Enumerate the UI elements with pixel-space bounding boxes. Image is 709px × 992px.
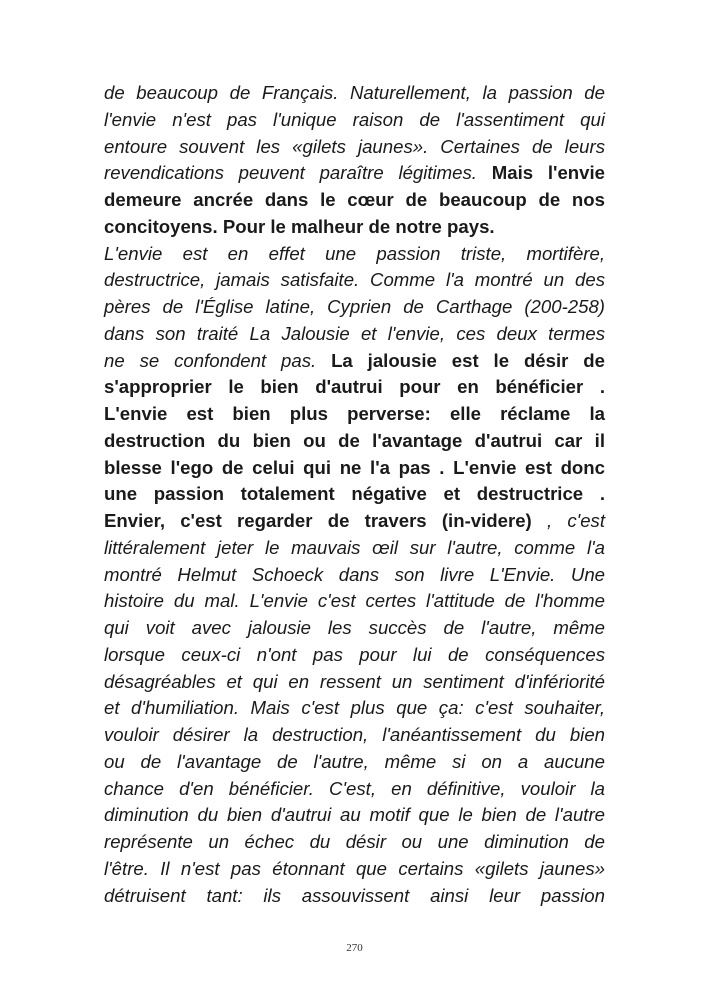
text-line xyxy=(104,562,605,589)
italic-text: montré Helmut Schoeck dans son livre L'Envie. Une xyxy=(104,563,605,585)
italic-text: désagréables et qui en ressent un sentiment d'infériorité xyxy=(104,670,605,692)
text-line xyxy=(104,241,605,268)
text-line xyxy=(104,455,605,482)
text-line xyxy=(104,294,605,321)
text-line xyxy=(104,481,605,508)
italic-text: revendications peuvent paraître légitimes. xyxy=(104,162,492,184)
italic-text: lorsque ceux-ci n'ont pas pour lui de conséquences xyxy=(104,643,605,665)
body-text xyxy=(104,80,605,909)
italic-text: l'être. Il n'est pas étonnant que certains «gilets jaunes» xyxy=(104,857,605,879)
text-line xyxy=(104,134,605,161)
text-line xyxy=(104,348,605,375)
bold-text: une passion totalement négative et destructrice . xyxy=(104,483,605,505)
text-line xyxy=(104,669,605,696)
italic-text: histoire du mal. L'envie c'est certes l'attitude de l'homme xyxy=(104,590,605,612)
bold-text: concitoyens. Pour le malheur de notre pays. xyxy=(104,215,495,237)
text-line xyxy=(104,321,605,348)
bold-text: s'approprier le bien d'autrui pour en bénéficier . xyxy=(104,376,605,398)
text-line xyxy=(104,508,605,535)
text-line xyxy=(104,535,605,562)
text-line xyxy=(104,588,605,615)
italic-text: ne se confondent pas. xyxy=(104,349,332,371)
italic-text: de beaucoup de Français. Naturellement, la passion de xyxy=(104,82,605,103)
bold-text: demeure ancrée dans le cœur de beaucoup de nos xyxy=(104,189,605,210)
italic-text: représente un échec du désir ou une diminution de xyxy=(104,831,605,852)
text-line xyxy=(104,615,605,642)
text-line xyxy=(104,883,605,910)
text-line xyxy=(104,749,605,776)
italic-text: diminution du bien d'autrui au motif que le bien de l'autre xyxy=(104,804,605,826)
italic-text: pères de l'Église latine, Cyprien de Carthage (200-258) xyxy=(104,296,605,317)
text-line xyxy=(104,695,605,722)
italic-text: ou de l'avantage de l'autre, même si on a aucune xyxy=(104,750,605,772)
text-line xyxy=(104,107,605,134)
text-line xyxy=(104,267,605,294)
text-line xyxy=(104,829,605,856)
bold-text: La jalousie est le désir de xyxy=(331,349,605,371)
text-line xyxy=(104,642,605,669)
text-line xyxy=(104,856,605,883)
italic-text: détruisent tant: ils assouvissent ainsi leur passion xyxy=(104,884,605,906)
text-line xyxy=(104,214,605,241)
text-line xyxy=(104,374,605,401)
bold-text: Mais l'envie xyxy=(491,162,605,184)
bold-text: destruction du bien ou de l'avantage d'autrui car il xyxy=(104,429,605,451)
text-line xyxy=(104,428,605,455)
text-line xyxy=(104,802,605,829)
italic-text: L'envie est en effet une passion triste, mortifère, xyxy=(104,242,605,264)
text-line xyxy=(104,401,605,428)
bold-text: L'envie est bien plus perverse: elle réclame la xyxy=(104,403,605,424)
text-line xyxy=(104,160,605,187)
bold-text: blesse l'ego de celui qui ne l'a pas . L'envie est donc xyxy=(104,456,605,478)
italic-text: destructrice, jamais satisfaite. Comme l'a montré un des xyxy=(104,269,605,291)
page-number: 270 xyxy=(346,942,363,954)
italic-text: vouloir désirer la destruction, l'anéantissement du bien xyxy=(104,724,605,745)
italic-text: et d'humiliation. Mais c'est plus que ça: c'est souhaiter, xyxy=(104,697,605,719)
italic-text: entoure souvent les «gilets jaunes». Certaines de leurs xyxy=(104,135,605,157)
text-line xyxy=(104,187,605,214)
italic-text: chance d'en bénéficier. C'est, en définitive, vouloir la xyxy=(104,777,605,799)
italic-text: qui voit avec jalousie les succès de l'autre, même xyxy=(104,617,605,638)
italic-text: littéralement jeter le mauvais œil sur l'autre, comme l'a xyxy=(104,536,605,558)
italic-text: dans son traité La Jalousie et l'envie, ces deux termes xyxy=(104,322,605,344)
bold-text: Envier, c'est regarder de travers (in-videre) xyxy=(104,510,547,531)
text-line xyxy=(104,80,605,107)
text-line xyxy=(104,776,605,803)
italic-text: , c'est xyxy=(546,510,606,531)
text-line xyxy=(104,722,605,749)
italic-text: l'envie n'est pas l'unique raison de l'assentiment qui xyxy=(104,108,605,130)
